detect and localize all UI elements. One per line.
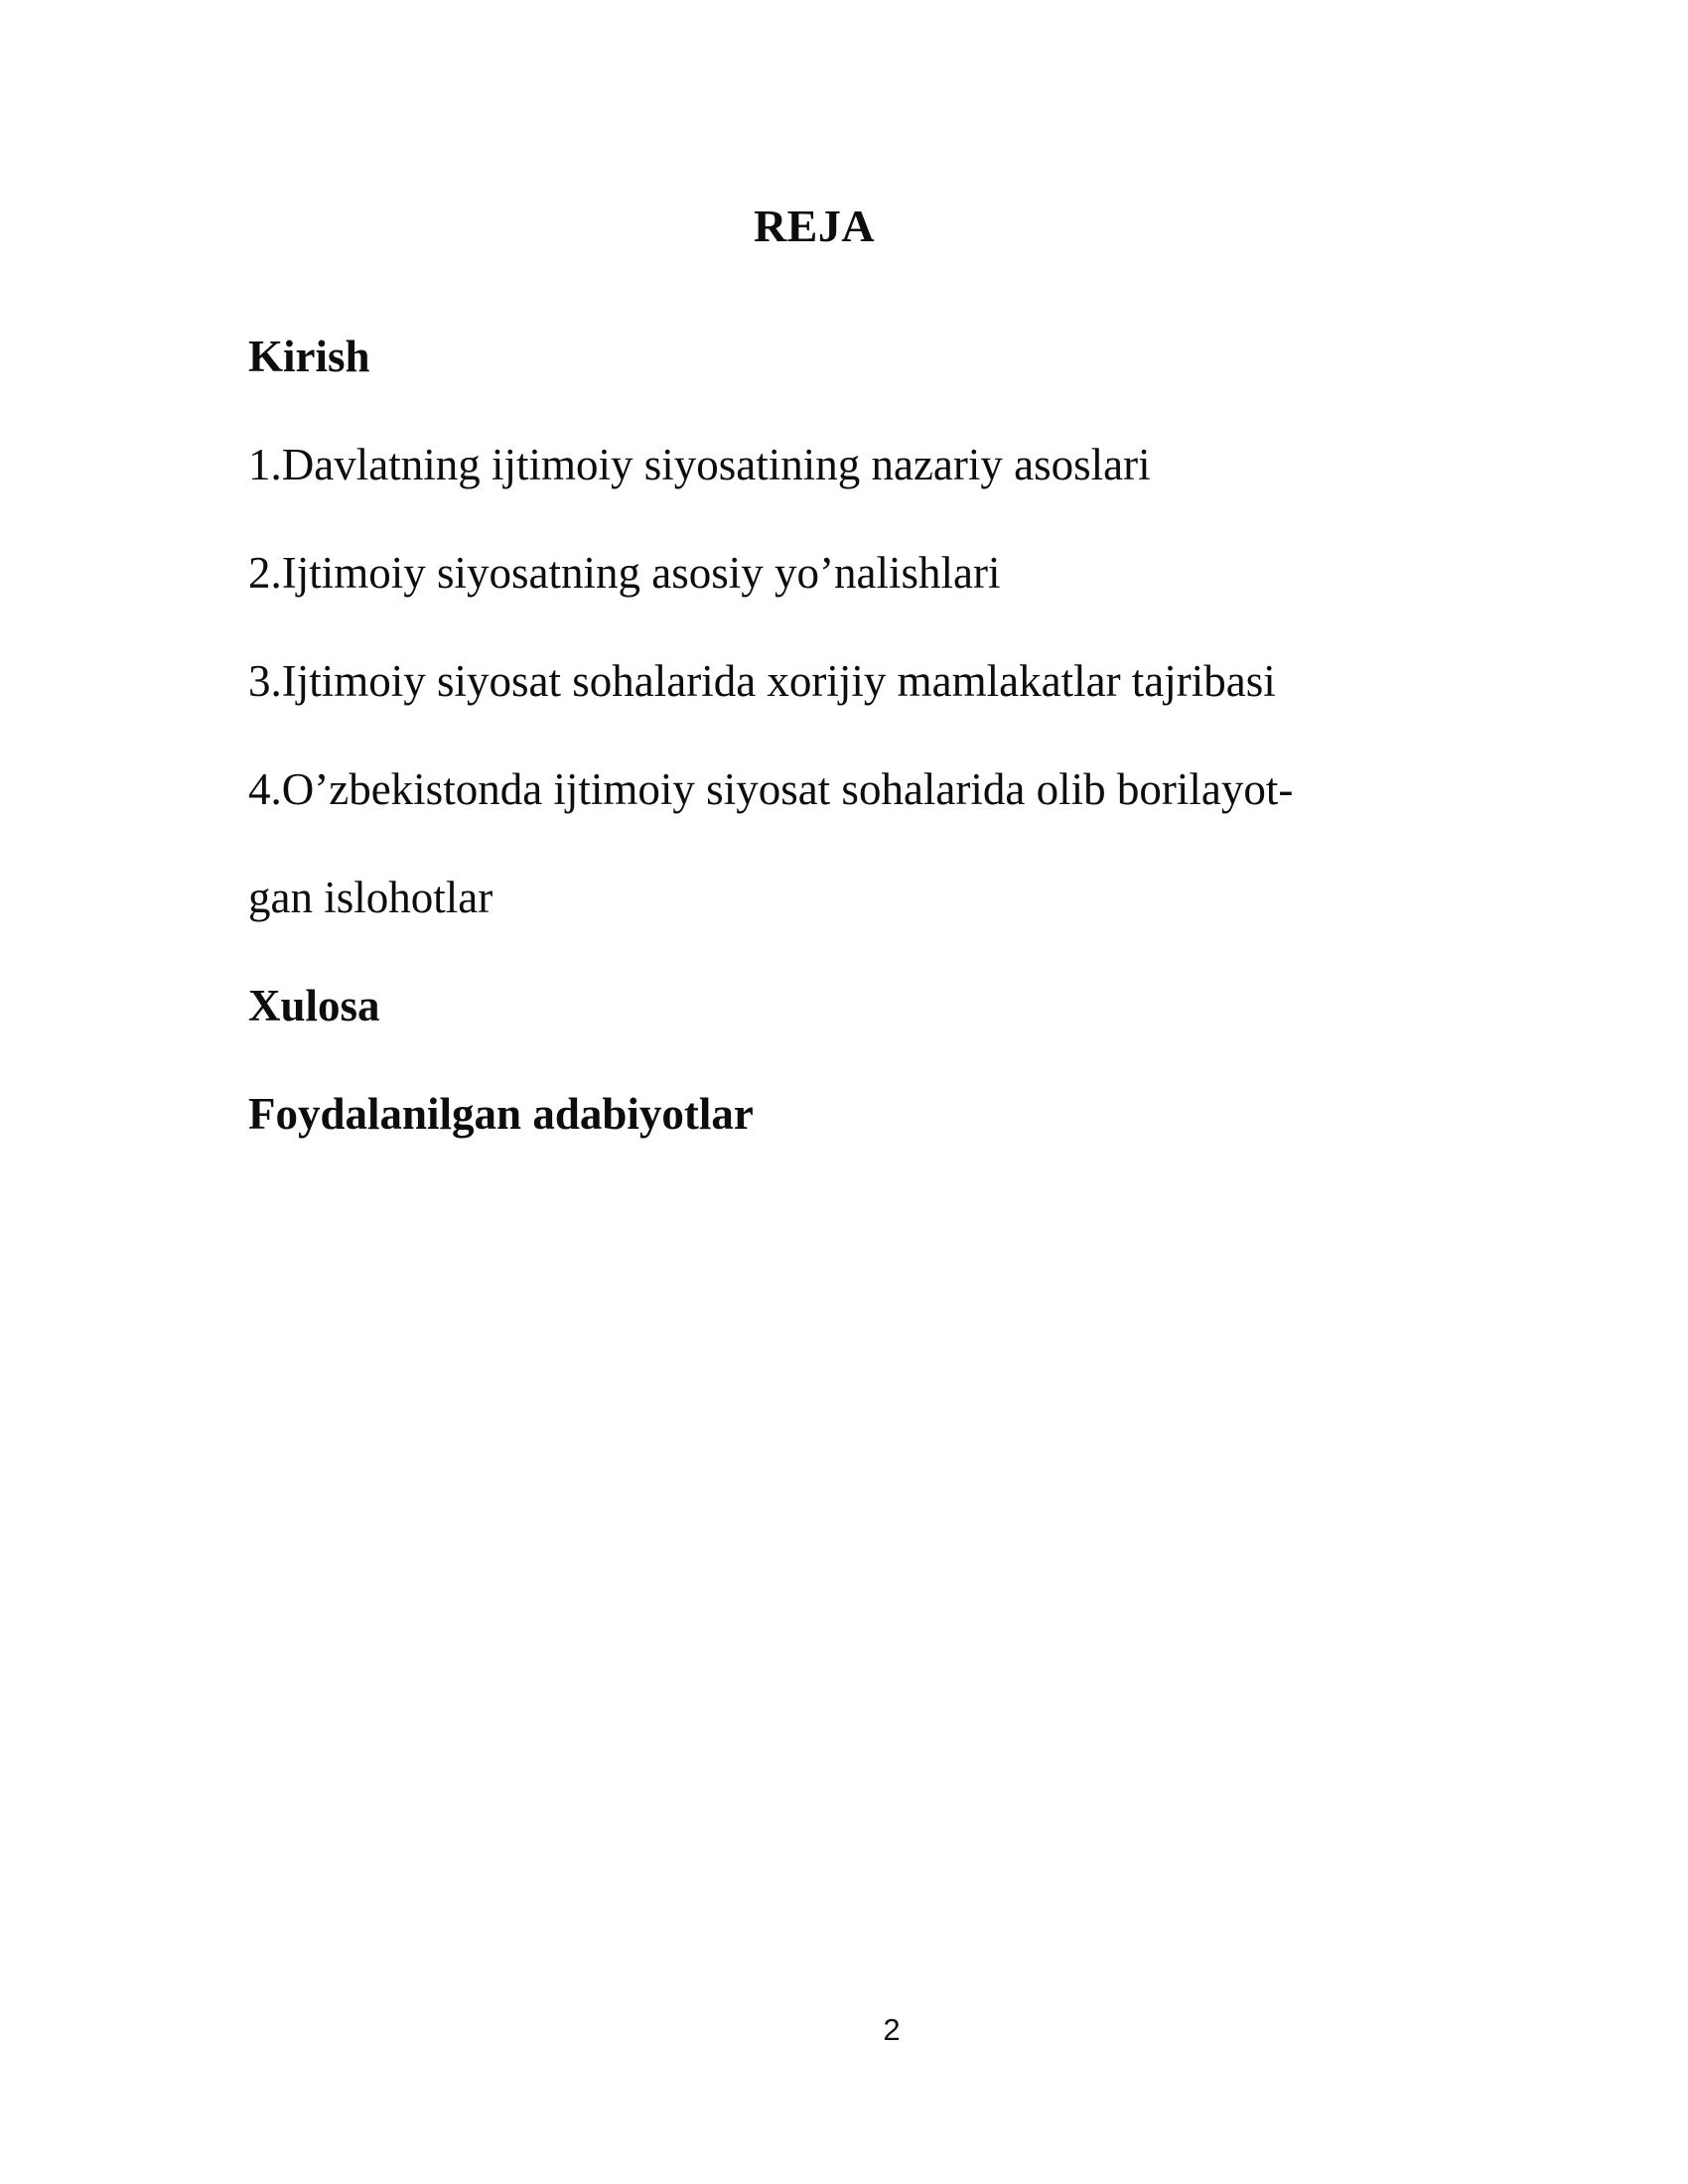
- page-number: 2: [883, 2012, 901, 2047]
- plan-item-3: 3.Ijtimoiy siyosat sohalarida xorijiy mamlakatlar tajribasi: [248, 656, 1276, 706]
- page-title: REJA: [753, 201, 876, 251]
- plan-list: [248, 303, 1390, 1168]
- plan-item-references: Foydalanilgan adabiyotlar: [248, 1089, 754, 1139]
- plan-item-4-continued: gan islohotlar: [248, 873, 493, 922]
- plan-item-4: 4.O’zbekistonda ijtimoiy siyosat sohalarida olib borilayot-: [248, 764, 1294, 814]
- plan-item-conclusion: Xulosa: [248, 981, 380, 1030]
- plan-item-1: 1.Davlatning ijtimoiy siyosatining nazariy asoslari: [248, 440, 1151, 489]
- plan-item-introduction: Kirish: [248, 332, 370, 381]
- plan-item-2: 2.Ijtimoiy siyosatning asosiy yo’nalishlari: [248, 548, 1001, 598]
